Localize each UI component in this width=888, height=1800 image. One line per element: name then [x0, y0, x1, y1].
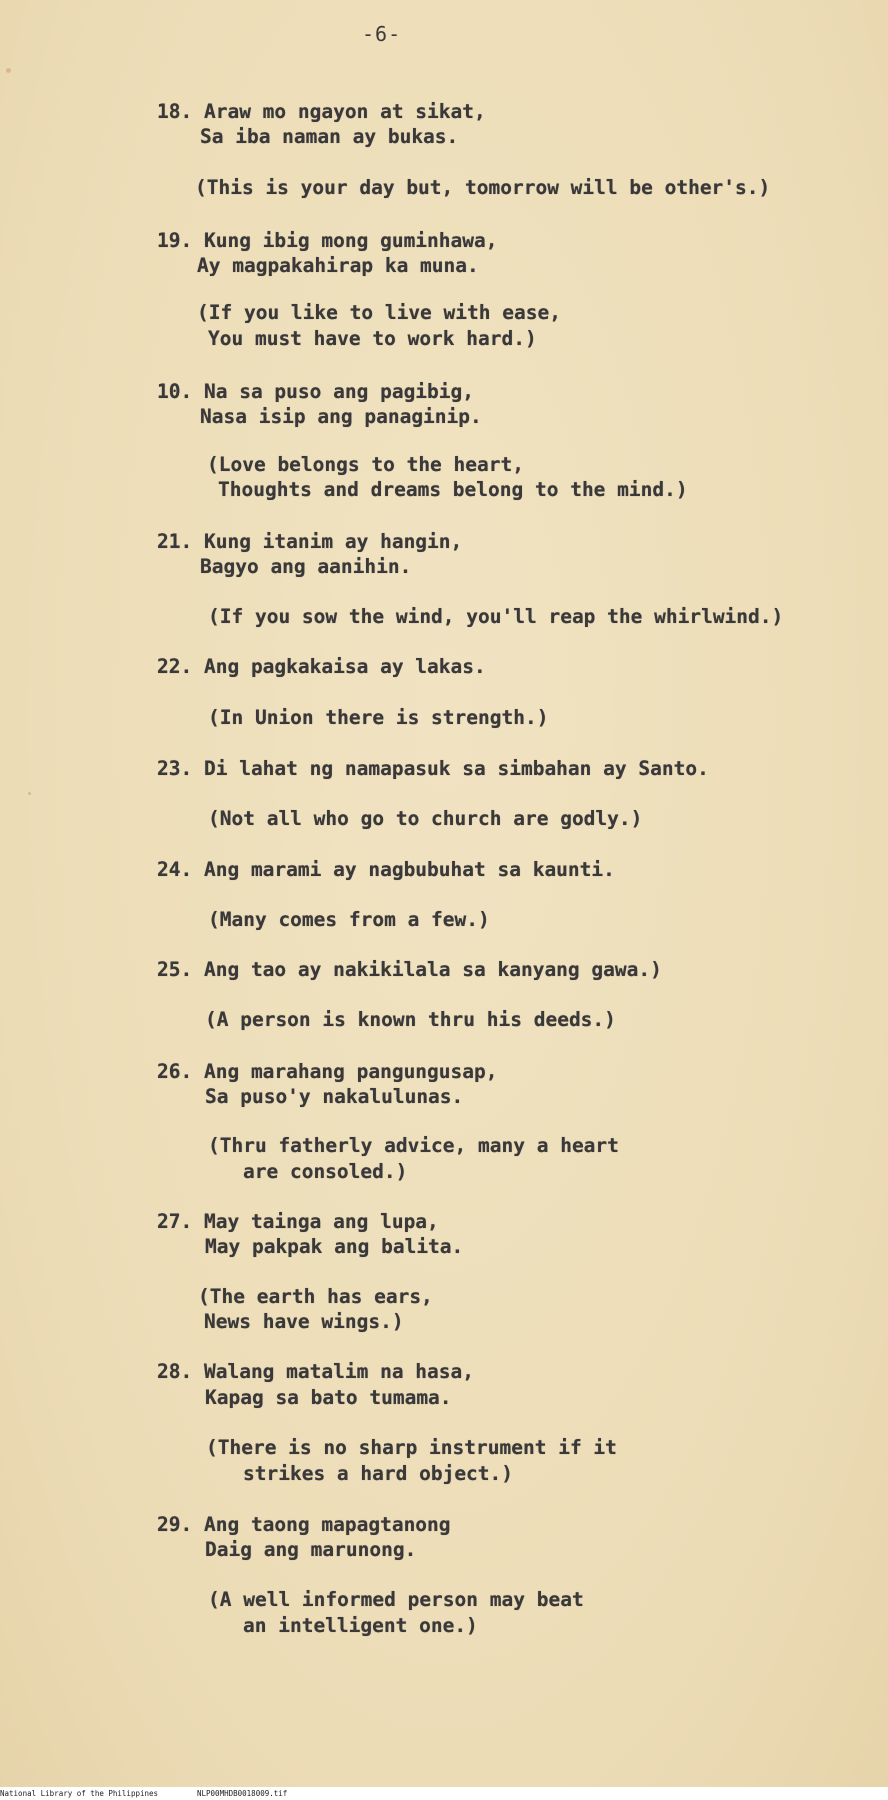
entry-29-line-2: Daig ang marunong. — [205, 1538, 417, 1561]
entry-26-line-2: Sa puso'y nakalulunas. — [205, 1085, 464, 1108]
entry-number: 27. — [157, 1210, 193, 1233]
entry-10-line-2: Nasa isip ang panaginip. — [200, 405, 482, 428]
entry-number: 18. — [157, 100, 193, 123]
entry-24-translation-1: (Many comes from a few.) — [208, 908, 490, 931]
entry-29-line-1: 29. Ang taong mapagtanong — [157, 1513, 451, 1536]
entry-25-translation-1: (A person is known thru his deeds.) — [205, 1008, 616, 1031]
entry-23-line-1: 23. Di lahat ng namapasuk sa simbahan ay Santo. — [157, 757, 709, 780]
scan-footer — [0, 1787, 888, 1800]
entry-23-translation-1: (Not all who go to church are godly.) — [208, 807, 643, 830]
entry-number: 26. — [157, 1060, 193, 1083]
entry-26-translation-1: (Thru fatherly advice, many a heart — [208, 1134, 619, 1157]
entry-10-line-1: 10. Na sa puso ang pagibig, — [157, 380, 475, 403]
entry-21-line-2: Bagyo ang aanihin. — [200, 555, 412, 578]
entry-number: 23. — [157, 757, 193, 780]
page-number: -6- — [362, 22, 402, 46]
entry-21-translation-1: (If you sow the wind, you'll reap the whirlwind.) — [208, 605, 784, 628]
entry-26-translation-2: are consoled.) — [243, 1160, 408, 1183]
entry-27-line-1: 27. May tainga ang lupa, — [157, 1210, 439, 1233]
entry-number: 21. — [157, 530, 193, 553]
entry-number: 28. — [157, 1360, 193, 1383]
entry-10-translation-2: Thoughts and dreams belong to the mind.) — [218, 478, 688, 501]
entry-28-translation-2: strikes a hard object.) — [243, 1462, 514, 1485]
entry-27-line-2: May pakpak ang balita. — [205, 1235, 464, 1258]
entry-29-translation-1: (A well informed person may beat — [208, 1588, 584, 1611]
entry-25-line-1: 25. Ang tao ay nakikilala sa kanyang gawa.) — [157, 958, 662, 981]
footer-filename: NLP00MHDB0018009.tif — [197, 1789, 288, 1798]
paper-stain — [28, 792, 31, 795]
entry-10-translation-1: (Love belongs to the heart, — [207, 453, 524, 476]
entry-number: 29. — [157, 1513, 193, 1536]
entry-18-line-1: 18. Araw mo ngayon at sikat, — [157, 100, 486, 123]
paper-stain — [6, 68, 11, 73]
entry-22-line-1: 22. Ang pagkakaisa ay lakas. — [157, 655, 486, 678]
entry-27-translation-1: (The earth has ears, — [198, 1285, 433, 1308]
entry-28-line-1: 28. Walang matalim na hasa, — [157, 1360, 475, 1383]
entry-26-line-1: 26. Ang marahang pangungusap, — [157, 1060, 498, 1083]
entry-number: 22. — [157, 655, 193, 678]
entry-19-line-2: Ay magpakahirap ka muna. — [197, 254, 479, 277]
entry-28-line-2: Kapag sa bato tumama. — [205, 1386, 452, 1409]
entry-number: 24. — [157, 858, 193, 881]
entry-19-translation-1: (If you like to live with ease, — [197, 301, 561, 324]
entry-27-translation-2: News have wings.) — [204, 1310, 404, 1333]
entry-29-translation-2: an intelligent one.) — [243, 1614, 478, 1637]
entry-19-line-1: 19. Kung ibig mong guminhawa, — [157, 229, 498, 252]
entry-number: 19. — [157, 229, 193, 252]
entry-number: 25. — [157, 958, 193, 981]
entry-22-translation-1: (In Union there is strength.) — [208, 706, 549, 729]
entry-number: 10. — [157, 380, 193, 403]
footer-source: National Library of the Philippines — [0, 1789, 159, 1798]
entry-21-line-1: 21. Kung itanim ay hangin, — [157, 530, 463, 553]
entry-19-translation-2: You must have to work hard.) — [208, 327, 537, 350]
entry-24-line-1: 24. Ang marami ay nagbubuhat sa kaunti. — [157, 858, 615, 881]
entry-18-translation-1: (This is your day but, tomorrow will be other's.) — [195, 176, 771, 199]
entry-18-line-2: Sa iba naman ay bukas. — [200, 125, 459, 148]
entry-28-translation-1: (There is no sharp instrument if it — [206, 1436, 617, 1459]
